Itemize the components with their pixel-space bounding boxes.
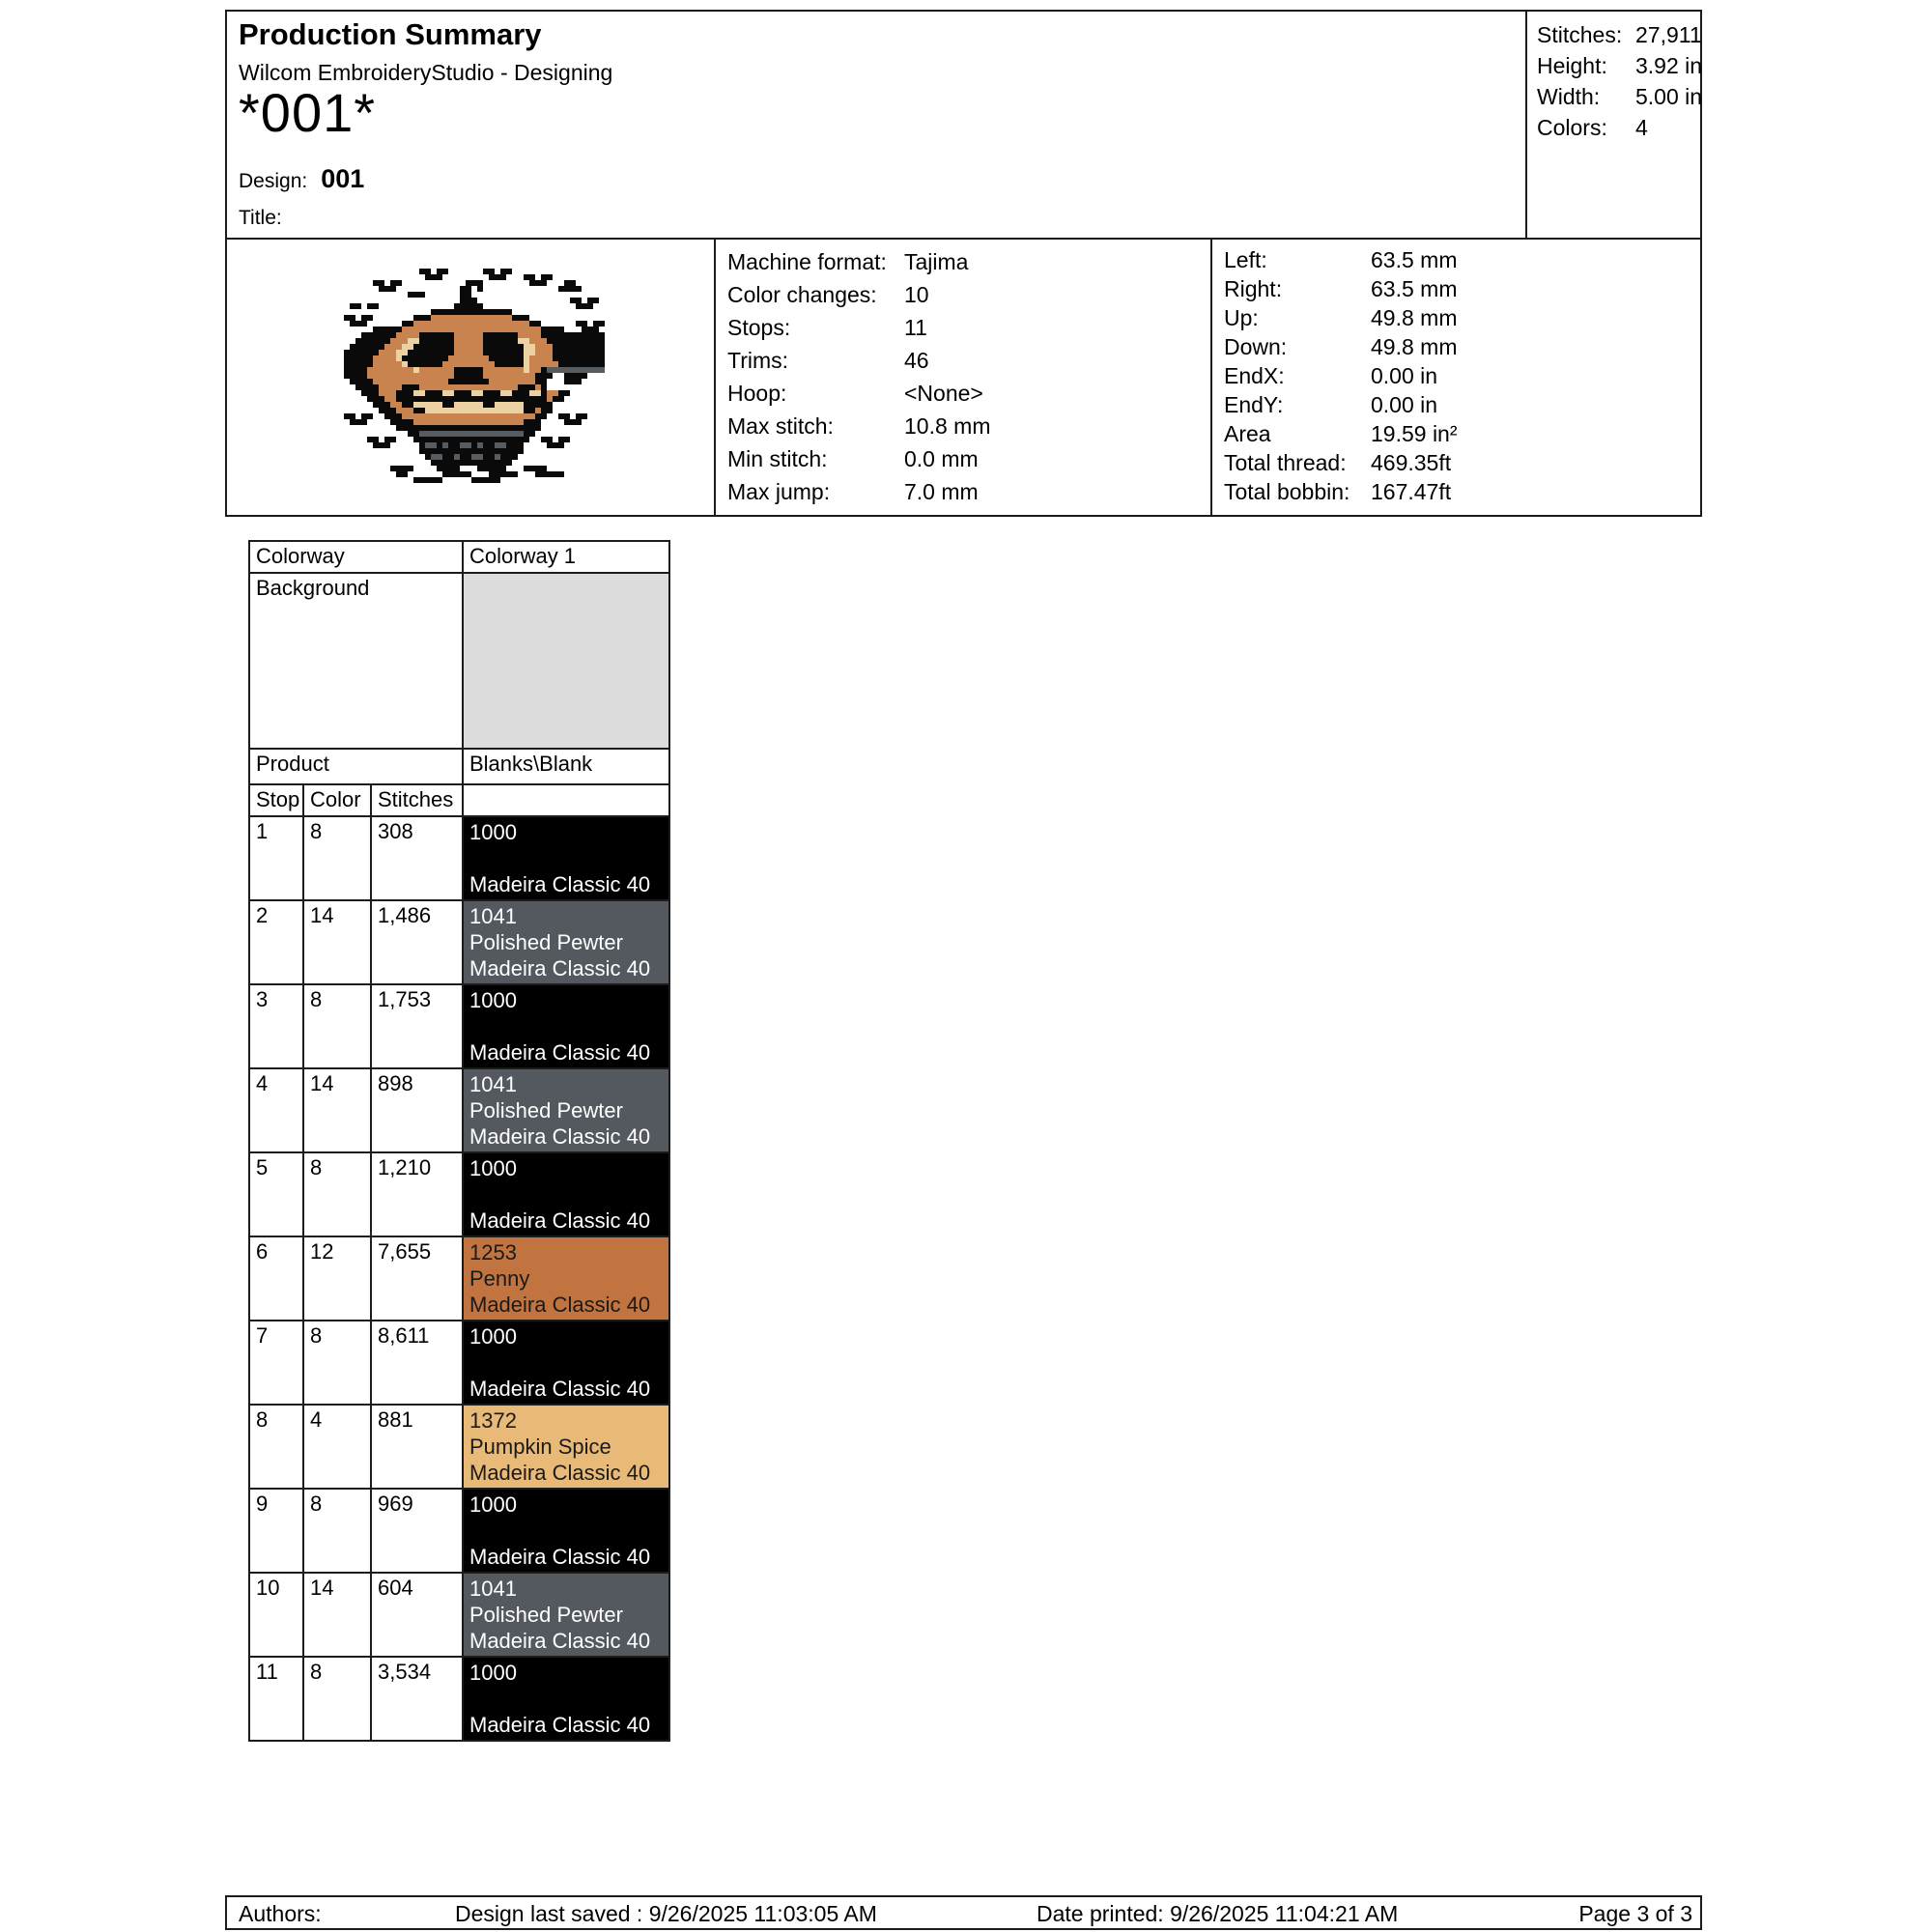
thread-code: 1000: [469, 1492, 517, 1517]
stitches-cell: 898: [372, 1069, 464, 1153]
thread-brand: Madeira Classic 40: [469, 1629, 651, 1653]
stitches-column-header: Stitches: [372, 785, 464, 817]
stop-column-header: Stop: [250, 785, 304, 817]
thread-name: [469, 1350, 663, 1376]
extents-info-cell: [1212, 240, 1704, 515]
thread-brand: Madeira Classic 40: [469, 956, 651, 980]
background-label-cell: Background: [250, 574, 464, 750]
app-subtitle: Wilcom EmbroideryStudio - Designing: [239, 60, 613, 85]
colorway-label-cell: Colorway: [250, 542, 464, 574]
thread-swatch-cell: [464, 1490, 670, 1574]
thread-code: 1041: [469, 1577, 517, 1601]
info-row: [1224, 245, 1704, 274]
background-swatch: [464, 574, 670, 750]
stop-cell: 4: [250, 1069, 304, 1153]
date-printed-text: Date printed: 9/26/2025 11:04:21 AM: [1037, 1901, 1399, 1926]
info-label: Max jump:: [727, 479, 831, 504]
info-value: 11: [904, 315, 927, 340]
thread-brand: Madeira Classic 40: [469, 1713, 651, 1737]
thread-stop-row: [250, 1321, 670, 1406]
thread-name: Polished Pewter: [469, 1603, 623, 1627]
thread-name: [469, 1013, 663, 1039]
info-row: [727, 442, 1210, 475]
thread-swatch-cell: [464, 1658, 670, 1742]
authors-label: Authors:: [239, 1901, 322, 1926]
info-row: [727, 344, 1210, 377]
thread-code: 1000: [469, 1324, 517, 1349]
info-value: 10: [904, 282, 929, 307]
stop-cell: 7: [250, 1321, 304, 1406]
info-row: [727, 245, 1210, 278]
thread-stop-row: [250, 1406, 670, 1490]
thread-stop-row: [250, 1153, 670, 1237]
info-label: Stitches:: [1537, 22, 1623, 47]
info-value: 63.5 mm: [1371, 276, 1458, 301]
color-cell: 8: [304, 1321, 372, 1406]
thread-stop-rows: [250, 817, 670, 1742]
design-value: 001: [321, 164, 365, 193]
thread-brand: Madeira Classic 40: [469, 872, 651, 896]
color-cell: 8: [304, 1658, 372, 1742]
info-value: 27,911: [1635, 22, 1702, 47]
info-label: EndY:: [1224, 392, 1284, 417]
color-cell: 8: [304, 1490, 372, 1574]
stitches-cell: 969: [372, 1490, 464, 1574]
thread-code: 1372: [469, 1408, 517, 1433]
info-value: 19.59 in²: [1371, 421, 1458, 446]
design-row: [239, 164, 364, 194]
thread-brand: Madeira Classic 40: [469, 1377, 651, 1401]
stop-cell: 1: [250, 817, 304, 901]
info-row: [1224, 332, 1704, 361]
color-cell: 8: [304, 985, 372, 1069]
thread-code: 1000: [469, 1156, 517, 1180]
info-label: Height:: [1537, 53, 1607, 78]
thread-brand: Madeira Classic 40: [469, 1208, 651, 1233]
thread-name: [469, 845, 663, 871]
thread-code: 1000: [469, 1661, 517, 1685]
info-value: 49.8 mm: [1371, 305, 1458, 330]
stitches-cell: 3,534: [372, 1658, 464, 1742]
color-cell: 12: [304, 1237, 372, 1321]
thread-name: Penny: [469, 1266, 530, 1291]
info-value: 49.8 mm: [1371, 334, 1458, 359]
info-label: Colors:: [1537, 115, 1607, 140]
thread-code: 1253: [469, 1240, 517, 1264]
color-cell: 14: [304, 901, 372, 985]
info-value: 5.00 in: [1635, 84, 1703, 109]
info-label: Color changes:: [727, 282, 877, 307]
title-label: Title:: [239, 207, 282, 229]
thread-code: 1000: [469, 820, 517, 844]
color-cell: 4: [304, 1406, 372, 1490]
thread-swatch-cell: [464, 901, 670, 985]
stop-cell: 6: [250, 1237, 304, 1321]
info-label: Up:: [1224, 305, 1259, 330]
color-cell: 8: [304, 1153, 372, 1237]
colorway-header-row: [250, 542, 670, 574]
color-cell: 14: [304, 1574, 372, 1658]
info-value: 7.0 mm: [904, 479, 979, 504]
stitches-cell: 8,611: [372, 1321, 464, 1406]
design-info-box: [225, 238, 1702, 517]
thread-brand: Madeira Classic 40: [469, 1545, 651, 1569]
stop-cell: 11: [250, 1658, 304, 1742]
thread-stop-row: [250, 1069, 670, 1153]
info-row: [1224, 477, 1704, 506]
info-row: [727, 278, 1210, 311]
stop-cell: 9: [250, 1490, 304, 1574]
info-label: Hoop:: [727, 381, 787, 406]
thread-swatch-cell: [464, 985, 670, 1069]
info-label: Area: [1224, 421, 1271, 446]
info-row: [727, 311, 1210, 344]
info-value: 63.5 mm: [1371, 247, 1458, 272]
info-label: Trims:: [727, 348, 789, 373]
colorway-value-cell: Colorway 1: [464, 542, 670, 574]
info-row: [1224, 448, 1704, 477]
thread-swatch-cell: [464, 1237, 670, 1321]
footer-bar: [225, 1895, 1702, 1930]
product-value-cell: Blanks\Blank: [464, 750, 670, 785]
info-label: Stops:: [727, 315, 791, 340]
color-cell: 8: [304, 817, 372, 901]
page-title: Production Summary: [239, 17, 542, 51]
thread-swatch-cell: [464, 1406, 670, 1490]
info-label: EndX:: [1224, 363, 1285, 388]
thread-code: 1000: [469, 988, 517, 1012]
stitches-cell: 604: [372, 1574, 464, 1658]
info-value: <None>: [904, 381, 983, 406]
design-label: Design:: [239, 170, 308, 192]
info-label: Machine format:: [727, 249, 887, 274]
stop-cell: 3: [250, 985, 304, 1069]
thread-code: 1041: [469, 904, 517, 928]
info-row: [1224, 419, 1704, 448]
info-label: Total thread:: [1224, 450, 1347, 475]
info-value: 167.47ft: [1371, 479, 1452, 504]
info-value: 4: [1635, 115, 1648, 140]
stitches-cell: 1,486: [372, 901, 464, 985]
info-value: 0.00 in: [1371, 363, 1438, 388]
info-value: 0.0 mm: [904, 446, 979, 471]
column-header-row: [250, 785, 670, 817]
color-column-header: Color: [304, 785, 372, 817]
stitches-cell: 881: [372, 1406, 464, 1490]
thread-name: [469, 1181, 663, 1208]
machine-info-cell: [716, 240, 1212, 515]
info-label: Total bobbin:: [1224, 479, 1350, 504]
stop-cell: 10: [250, 1574, 304, 1658]
stitches-cell: 7,655: [372, 1237, 464, 1321]
info-row: [1537, 112, 1700, 143]
thread-brand: Madeira Classic 40: [469, 1461, 651, 1485]
thread-name: Polished Pewter: [469, 930, 623, 954]
info-value: 0.00 in: [1371, 392, 1438, 417]
info-value: 46: [904, 348, 929, 373]
stop-cell: 5: [250, 1153, 304, 1237]
thread-stop-row: [250, 1237, 670, 1321]
thread-stop-row: [250, 1658, 670, 1742]
info-value: 3.92 in: [1635, 53, 1703, 78]
thread-name: Polished Pewter: [469, 1098, 623, 1122]
info-row: [727, 475, 1210, 508]
thread-brand: Madeira Classic 40: [469, 1040, 651, 1065]
thread-brand: Madeira Classic 40: [469, 1124, 651, 1149]
thread-swatch-cell: [464, 1574, 670, 1658]
design-preview-cell: [227, 240, 716, 515]
stitches-cell: 308: [372, 817, 464, 901]
thread-swatch-cell: [464, 1153, 670, 1237]
info-row: [727, 377, 1210, 410]
info-row: [1224, 303, 1704, 332]
thread-code: 1041: [469, 1072, 517, 1096]
page-number: Page 3 of 3: [1578, 1901, 1692, 1926]
thread-swatch-cell: [464, 817, 670, 901]
product-label-cell: Product: [250, 750, 464, 785]
machine-info-rows: [727, 245, 1210, 508]
stop-cell: 2: [250, 901, 304, 985]
thread-stop-row: [250, 817, 670, 901]
extents-info-rows: [1224, 245, 1704, 506]
color-cell: 14: [304, 1069, 372, 1153]
stitches-cell: 1,210: [372, 1153, 464, 1237]
thread-brand: Madeira Classic 40: [469, 1293, 651, 1317]
stitches-cell: 1,753: [372, 985, 464, 1069]
thread-name: Pumpkin Spice: [469, 1435, 611, 1459]
info-value: 469.35ft: [1371, 450, 1452, 475]
summary-rows: [1537, 19, 1703, 143]
info-row: [1224, 361, 1704, 390]
last-saved-text: Design last saved : 9/26/2025 11:03:05 AM: [455, 1901, 877, 1926]
thread-stop-row: [250, 985, 670, 1069]
background-row: [250, 574, 670, 750]
thread-name: [469, 1686, 663, 1712]
info-value: 10.8 mm: [904, 413, 991, 439]
info-row: [1537, 81, 1703, 112]
thread-stop-row: [250, 901, 670, 985]
info-label: Left:: [1224, 247, 1267, 272]
info-row: [1537, 19, 1700, 50]
info-row: [1224, 274, 1704, 303]
thread-name: [469, 1518, 663, 1544]
thread-stop-row: [250, 1574, 670, 1658]
stitch-summary-box: [1525, 10, 1702, 240]
thread-swatch-cell: [464, 1069, 670, 1153]
info-label: Right:: [1224, 276, 1283, 301]
info-row: [1537, 50, 1703, 81]
header-box: [225, 10, 1527, 240]
design-code: *001*: [239, 82, 377, 143]
thread-stop-row: [250, 1490, 670, 1574]
info-row: [727, 410, 1210, 442]
embroidery-design-preview: [338, 269, 605, 483]
colorway-table: [248, 540, 670, 1742]
info-label: Max stitch:: [727, 413, 834, 439]
info-row: [1224, 390, 1704, 419]
thread-column-header: [464, 785, 670, 817]
info-label: Down:: [1224, 334, 1288, 359]
info-value: Tajima: [904, 249, 969, 274]
info-label: Width:: [1537, 84, 1601, 109]
stop-cell: 8: [250, 1406, 304, 1490]
product-row: [250, 750, 670, 785]
info-label: Min stitch:: [727, 446, 828, 471]
thread-swatch-cell: [464, 1321, 670, 1406]
